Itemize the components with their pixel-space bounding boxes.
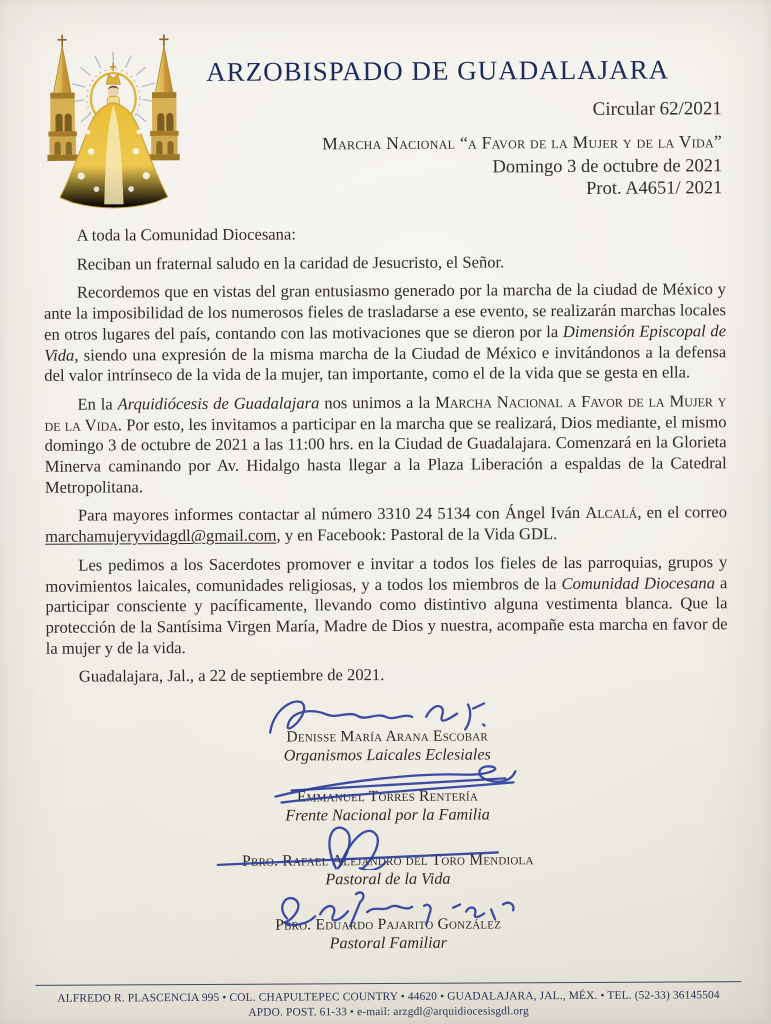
text-segment: Alcalá [585,503,638,523]
arzobispado-guadalajara-logo [39,31,188,210]
text-segment: Recordemos que en vistas del gran entusiasmo generado por la marcha de la ciudad de México y ante la imposibilidad de los numerosos fieles de trasladarse a ese evento, se realizarán marchas locales en otros lugares del país, contando con las motivaciones que se dieron por la [43,279,726,344]
letterhead [0,0,768,199]
page-title: ARZOBISPADO DE GUADALAJARA [206,54,670,87]
letter-footer [35,981,741,1022]
text-segment: Marcha Nacional a Favor de la Mujer y de la Vida [44,391,727,435]
signatory-role: Pastoral de la Vida [325,869,451,889]
signature-ink-icon [208,819,508,871]
signature-block [47,818,729,891]
text-segment: Comunidad Diocesana [561,572,716,593]
signatory-name: Pbro. Eduardo Pajarito González [275,915,502,934]
signatory-name: Pbro. Rafael Alejandro del Toro Mendiola [242,851,534,870]
text-segment: Les pedimos a los Sacerdotes promover e invitar a todos los fieles de las parroquias, grupos y movimientos laicales, comunidades religiosas, y a todos los miembros de la [45,552,728,596]
signatory-role: Pastoral Familiar [329,933,447,953]
signatory-role: Organismos Laicales Eclesiales [283,745,491,765]
text-segment: Arquidiócesis de Guadalajara [117,393,320,414]
text-segment: En la [77,394,118,414]
text-segment: Dimensión Episcopal de Vida [44,321,727,365]
footer-address: ALFREDO R. PLASCENCIA 995 • COL. CHAPULTEPEC COUNTRY • 44620 • GUADALAJARA, JAL., MÉX. • TEL. (52-33) 36145504 [57,989,720,1005]
letter-meta [202,98,723,202]
signature-ink-icon [263,885,543,930]
text-segment: Guadalajara, Jal., a 22 de septiembre de 2021. [78,665,385,686]
footer-email: arzgdl@arquidiocesisgdl.org [393,1005,529,1018]
exhortation-paragraph [45,552,728,659]
contact-paragraph [45,503,727,548]
text-segment: . Por esto, les invitamos a participar en la marcha que se realizará, Dios mediante, el mismo domingo 3 de octubre de 2021 a las 11:00 hrs. en la Ciudad de Guadalajara. Comenzará en la Glorieta Minerva caminando por Av. Hidalgo hasta llegar a la Plaza Liberación a espaldas de la Catedral Metropolitana. [44,411,727,497]
place-date-line [46,664,728,688]
footer-contact-prefix: APDO. POST. 61-33 • e-mail: [248,1005,394,1019]
footer-divider [35,981,741,986]
signature-block [46,760,728,827]
signatory-name: Denisse María Arana Escobar [286,727,488,746]
email-text: marchamujeryvidagdl@gmail.com [45,525,277,546]
text-segment: nos unimos a la [319,392,436,413]
signature-section [46,692,729,958]
text-segment: , y en Facebook: Pastoral de la Vida GDL. [276,524,558,545]
signature-block [46,688,728,767]
greeting-paragraph [44,251,726,275]
signature-block [47,884,729,955]
protocol-number: Prot. A4651/ 2021 [586,178,723,199]
event-date-line: Domingo 3 de octubre de 2021 [492,156,723,178]
text-segment: a participar consciente y pacíficamente, llevando como distintivo alguna vestimenta blanca. Que la protección de la Santísima Virgen María, Madre de Dios y nuestra, acompañe esta marcha en favor de la mujer y de la vida. [45,572,728,658]
signature-ink-icon [254,689,504,742]
text-segment: Para mayores informes contactar al número 3310 24 5134 con Ángel Iván [77,503,586,526]
salutation [43,222,725,246]
context-paragraph [44,280,727,387]
text-segment: Reciban un fraternal saludo en la caridad de Jesucristo, el Señor. [76,252,505,274]
signatory-role: Frente Nacional por la Familia [285,805,490,825]
signature-ink-icon [267,761,517,804]
signatory-name: Emmanuel Torres Rentería [296,787,479,806]
text-segment: , siendo una expresión de la misma marcha de la Ciudad de México e invitándonos a la defensa del valor intrínseco de la vida de la mujer, tan importante, como el de la vida que se gesta en ella. [44,341,727,386]
circular-number: Circular 62/2021 [592,98,722,120]
cathedral-tower-right-icon [149,34,180,160]
subject-line: Marcha Nacional “a Favor de la Mujer y de la Vida” [322,131,723,154]
march-details-paragraph [44,391,727,498]
letter-body [43,222,727,696]
text-segment: A toda la Comunidad Diocesana: [76,224,296,245]
cathedral-tower-left-icon [47,35,78,161]
text-segment: , en el correo [637,502,728,523]
